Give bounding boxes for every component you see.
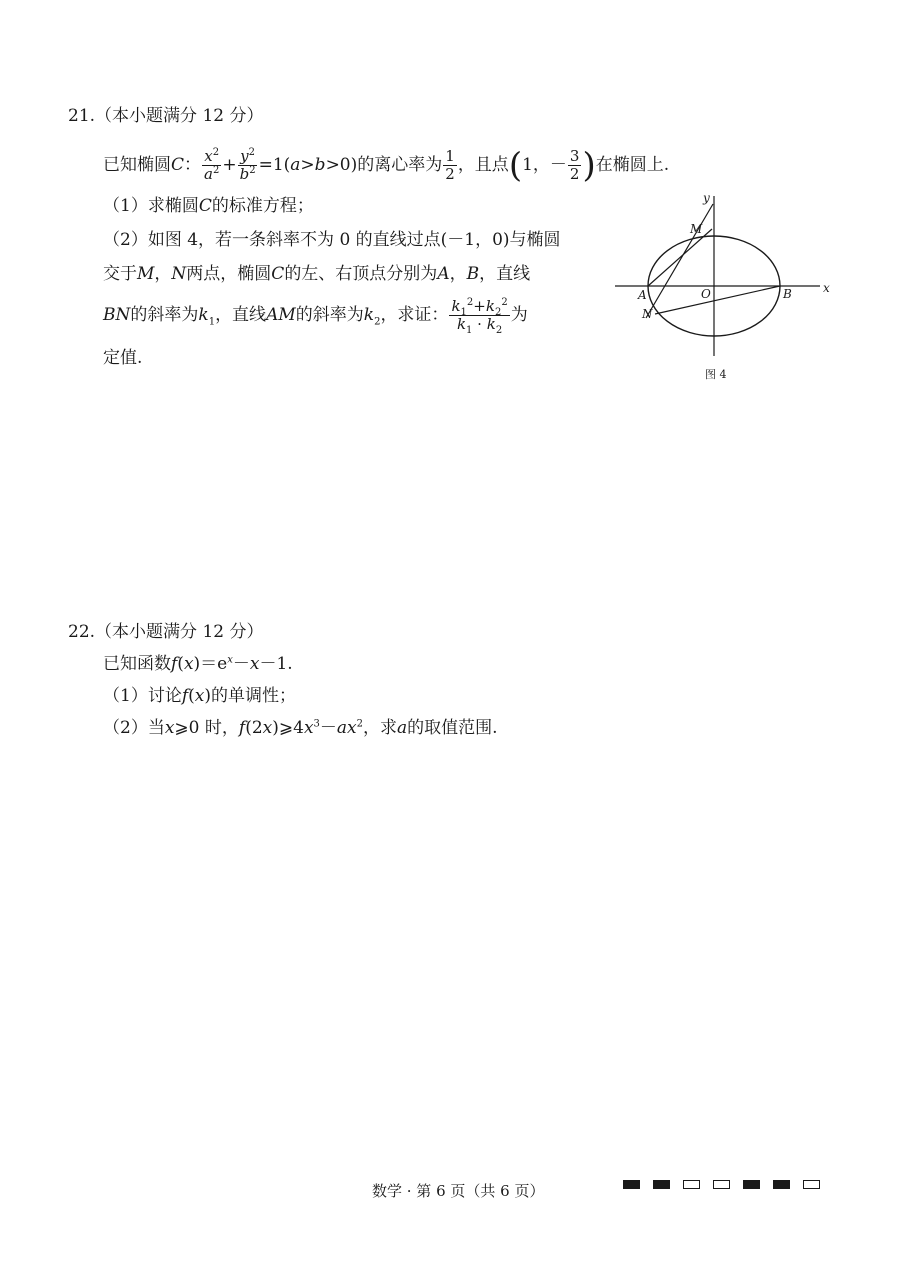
q21-score: （本小题满分 12 分） xyxy=(95,106,264,126)
figure-4-ellipse-diagram xyxy=(615,188,835,383)
figure-caption: 图 4 xyxy=(705,368,727,381)
ellipse-y-term: $\frac{y^2}{b^2}$ xyxy=(239,147,256,183)
line-am xyxy=(648,229,712,286)
q22-part2: （2）当x⩾0 时，$f(2x)⩾4x^3-ax^2$，求a的取值范围. xyxy=(103,718,498,738)
q21-part2-line4: 定值. xyxy=(103,348,143,368)
q21-part1: （1）求椭圆C的标准方程； xyxy=(103,196,314,216)
alignment-mark xyxy=(623,1180,640,1189)
q22-heading xyxy=(68,620,264,644)
label-x: x xyxy=(823,281,830,295)
q21-part2-line3: BN的斜率为$k_1$，直线AM的斜率为$k_2$，求证： $\frac{k_1^2+k_2^2}{k_1 \cdot k_2}$ 为 xyxy=(103,297,528,336)
alignment-mark xyxy=(653,1180,670,1189)
label-m: M xyxy=(690,222,703,236)
alignment-mark xyxy=(803,1180,820,1189)
q21-intro: 已知椭圆C： $\frac{x^2}{a^2}$ + $\frac{y^2}{b^2}$ =1(a>b>0)的离心率为 $\frac{1}{2}$ ，且点(1，－ $\frac{3}{2}$ )在椭圆上. xyxy=(103,145,670,186)
label-origin: O xyxy=(701,287,711,301)
q21-part2-line2: 交于M，N两点，椭圆C的左、右顶点分别为A，B，直线 xyxy=(103,264,531,284)
line-bn xyxy=(655,286,780,314)
point-y-fraction: $\frac{3}{2}$ xyxy=(569,147,580,183)
label-y: y xyxy=(703,191,710,205)
q22-part1: （1）讨论f(x)的单调性； xyxy=(103,686,296,706)
q21-part2-line1: （2）如图 4，若一条斜率不为 0 的直线过点(－1，0)与椭圆 xyxy=(103,230,561,250)
q22-score: （本小题满分 12 分） xyxy=(95,622,264,642)
alignment-mark xyxy=(773,1180,790,1189)
alignment-marks xyxy=(623,1180,820,1189)
page-footer: 数学 · 第 6 页（共 6 页） xyxy=(372,1182,545,1200)
q21-heading xyxy=(68,104,264,128)
alignment-mark xyxy=(713,1180,730,1189)
alignment-mark xyxy=(743,1180,760,1189)
q22-number: 22. xyxy=(68,622,96,642)
label-n: N xyxy=(642,307,653,321)
label-a: A xyxy=(638,288,647,302)
q21-number: 21. xyxy=(68,106,96,126)
slope-ratio-fraction: $\frac{k_1^2+k_2^2}{k_1 \cdot k_2}$ xyxy=(451,297,508,336)
ellipse-x-term: $\frac{x^2}{a^2}$ xyxy=(204,147,220,183)
alignment-mark xyxy=(683,1180,700,1189)
q22-function-def: 已知函数$f(x)=e^x-x-1$. xyxy=(103,654,293,674)
label-b: B xyxy=(783,287,792,301)
eccentricity-fraction: $\frac{1}{2}$ xyxy=(445,147,455,183)
